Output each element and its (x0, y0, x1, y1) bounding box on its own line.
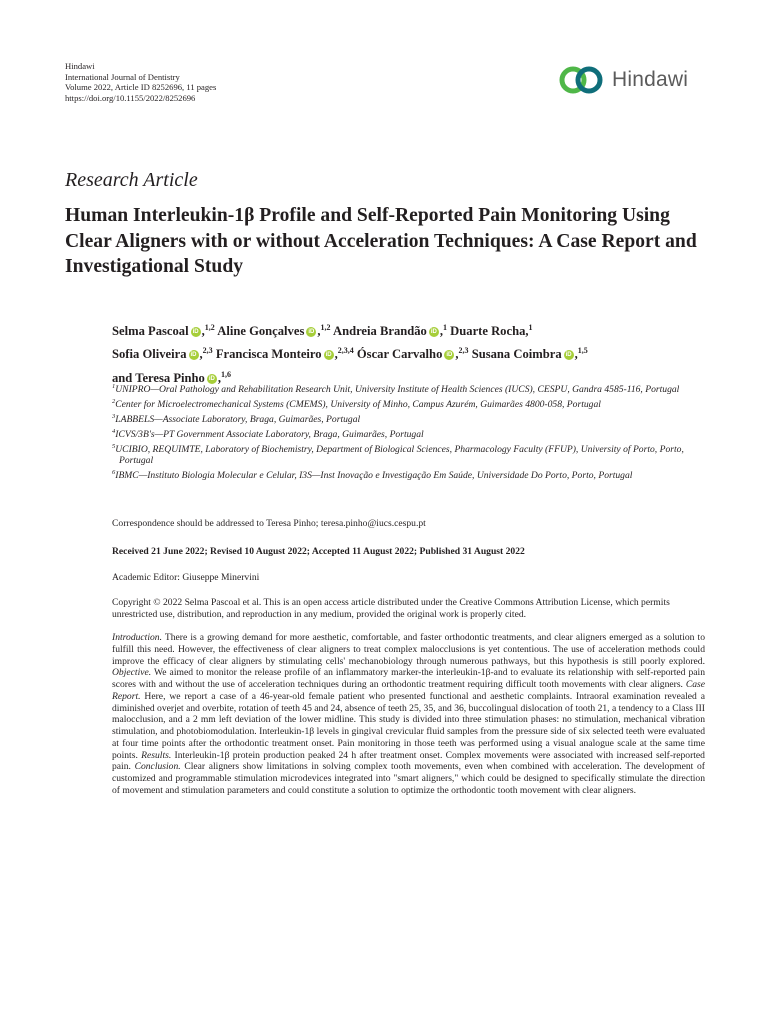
abstract (112, 632, 705, 797)
author-affiliation-ref: 2,3 (458, 346, 469, 356)
author-name: Óscar Carvalho (356, 347, 443, 362)
publication-dates: Received 21 June 2022; Revised 10 August 2022; Accepted 11 August 2022; Published 31 August 2022 (112, 546, 525, 557)
affiliation-text: UNIPRO—Oral Pathology and Rehabilitation Research Unit, University Institute of Health Sciences (IUCS), CESPU, Gandra 4585-116, Portugal (115, 384, 680, 396)
abstract-label-conclusion: Conclusion. (134, 761, 181, 773)
orcid-icon[interactable]: iD (446, 352, 453, 359)
author-list (112, 318, 712, 388)
author-entry: Selma Pascoal iD ,$^{1,2}$ (112, 323, 215, 339)
orcid-icon[interactable]: iD (308, 329, 315, 336)
doi-link[interactable]: https://doi.org/10.1155/2022/8252696 (65, 92, 196, 103)
author-name: Duarte Rocha, (450, 324, 529, 339)
affiliation (112, 381, 712, 396)
journal-header (65, 61, 216, 103)
author-name: Selma Pascoal (112, 324, 189, 339)
author-entry: Sofia Oliveira iD ,$^{2,3}$ (112, 346, 213, 362)
author-entry: Aline Gonçalves iD ,$^{1,2}$ (217, 323, 331, 339)
affiliation (112, 467, 712, 482)
author-affiliation-ref: 1 (528, 323, 533, 332)
author-affiliation-ref: 2,3 (202, 346, 213, 356)
affiliation (112, 441, 712, 468)
author-affiliation-ref: 1,5 (577, 346, 588, 356)
author-entry: Francisca Monteiro iD ,$^{2,3,4}$ (215, 346, 354, 362)
article-title: Human Interleukin-1β Profile and Self-Reported Pain Monitoring Using Clear Aligners with or without Acceleration Techniques: A Case Report and Investigational Study (65, 205, 697, 277)
orcid-icon[interactable]: iD (192, 329, 199, 336)
affiliation-list (112, 381, 712, 482)
academic-editor: Academic Editor: Giuseppe Minervini (112, 572, 260, 583)
affiliation-text: LABBELS—Associate Laboratory, Braga, Guimarães, Portugal (115, 413, 361, 425)
publisher-name: Hindawi (65, 61, 95, 71)
correspondence: Correspondence should be addressed to Teresa Pinho; teresa.pinho@iucs.cespu.pt (112, 518, 426, 529)
abstract-label-objective: Objective. (112, 667, 152, 679)
affiliation-text: UCIBIO, REQUIMTE, Laboratory of Biochemistry, Department of Biological Sciences, Pharmacology Faculty (FFUP), University of Porto, Porto, Portugal (115, 443, 684, 467)
affiliation-text: Center for Microelectromechanical Systems (CMEMS), University of Minho, Campus Azurém, Guimarães 4800-058, Portugal (115, 399, 601, 411)
volume-info: Volume 2022, Article ID 8252696, 11 pages (65, 82, 217, 93)
affiliation-number: 4 (112, 427, 116, 435)
affiliation-number: 3 (112, 412, 116, 420)
abstract-conclusion: Clear aligners show limitations in solving complex tooth movements, even when combined with acceleration. The development of customized and programmable stimulation microdevices integrated into "smart aligners," which could be designed to specifically stimulate the direction of movement and stimulation parameters and could constitute a solution to optimize the orthodontic tooth movement with clear aligners. (112, 761, 705, 796)
orcid-icon[interactable]: iD (430, 329, 437, 336)
abstract-results: Interleukin-1β protein production peaked 24 h after treatment onset. Complex movements were associated with increased self-reported pain. (112, 749, 705, 773)
author-name: Andreia Brandão (332, 324, 427, 339)
author-name: Aline Gonçalves (217, 324, 305, 339)
author-entry: and Teresa Pinho iD ,$^{1,6}$ (112, 369, 232, 385)
author-affiliation-ref: 1,2 (204, 323, 215, 332)
author-affiliation-ref: 1 (443, 323, 448, 332)
author-name: Susana Coimbra (471, 347, 562, 362)
affiliation-number: 1 (112, 383, 116, 390)
affiliation-number: 5 (112, 442, 116, 450)
author-affiliation-ref: 2,3,4 (337, 346, 354, 356)
orcid-icon[interactable]: iD (325, 352, 332, 359)
affiliation-number: 2 (112, 397, 116, 405)
author-name: Sofia Oliveira (112, 347, 187, 362)
affiliation (112, 411, 712, 426)
author-affiliation-ref: 1,6 (221, 369, 232, 379)
author-affiliation-ref: 1,2 (320, 323, 331, 332)
author-name: and Teresa Pinho (112, 370, 205, 385)
orcid-icon[interactable]: iD (565, 352, 572, 359)
copyright-notice: Copyright © 2022 Selma Pascoal et al. This is an open access article distributed under the Creative Commons Attribution License, which permits unrestricted use, distribution, and reproduction in any medium, provided the original work is properly cited. (112, 597, 670, 620)
affiliation-number: 6 (112, 469, 116, 477)
author-entry: Óscar Carvalho iD ,$^{2,3}$ (356, 346, 469, 362)
abstract-label-results: Results. (141, 749, 172, 761)
author-name: Francisca Monteiro (215, 347, 322, 362)
hindawi-logo-icon (556, 64, 610, 96)
journal-name: International Journal of Dentistry (65, 71, 180, 82)
affiliation (112, 426, 712, 441)
hindawi-logo[interactable] (556, 63, 706, 97)
affiliation (112, 396, 712, 411)
affiliation-text: ICVS/3B's—PT Government Associate Laboratory, Braga, Guimarães, Portugal (115, 428, 424, 440)
author-entry (450, 324, 532, 338)
abstract-label-introduction: Introduction. (112, 632, 163, 643)
abstract-case-report: Here, we report a case of a 46-year-old female patient who presented functional and aesthetic complaints. Intraoral examination revealed a diminished overjet and overbite, rotation of teeth 45 and 24, absence of teeth 25, 35, and 36, buccolingual dislocation of tooth 21, a tendency to a Class III malocclusion, and a 2 mm left deviation of the lower midline. This study is divided into three stimulation phases: no stimulation, mechanical vibration stimulation, and photobiomodulation. Interleukin-1β levels in gingival crevicular fluid samples from the pressure side of six selected teeth were evaluated at four time points after the orthodontic treatment onset. Pain monitoring in those teeth was performed using a visual analogue scale at the same time points. (112, 690, 705, 761)
abstract-introduction: There is a growing demand for more aesthetic, comfortable, and faster orthodontic treatments, and clear aligners emerged as a solution to fulfill this need. However, the effectiveness of clear aligners to treat complex malocclusions is yet contentious. The use of acceleration methods could improve the efficacy of clear aligners by stimulating cells' mechanobiology through numerous pathways, but this hypothesis is still poorly explored. (112, 632, 705, 667)
abstract-objective: We aimed to monitor the release profile of an inflammatory marker-the interleukin-1β-and to evaluate its relationship with self-reported pain scores with and without the use of acceleration techniques during an orthodontic treatment requiring difficult tooth movements with clear aligners. (112, 667, 705, 691)
abstract-label-case-report: Case Report. (112, 679, 705, 702)
author-entry: Susana Coimbra iD ,$^{1,5}$ (471, 346, 588, 362)
orcid-icon[interactable]: iD (190, 352, 197, 359)
article-type: Research Article (65, 169, 198, 191)
orcid-icon[interactable]: iD (208, 375, 215, 382)
author-entry: Andreia Brandão iD ,$^1$ (332, 323, 448, 339)
affiliation-text: IBMC—Instituto Biologia Molecular e Celular, I3S—Inst Inovação e Investigação Em Saúde, Universidade Do Porto, Porto, Portugal (115, 470, 633, 482)
logo-text: Hindawi (612, 68, 689, 91)
